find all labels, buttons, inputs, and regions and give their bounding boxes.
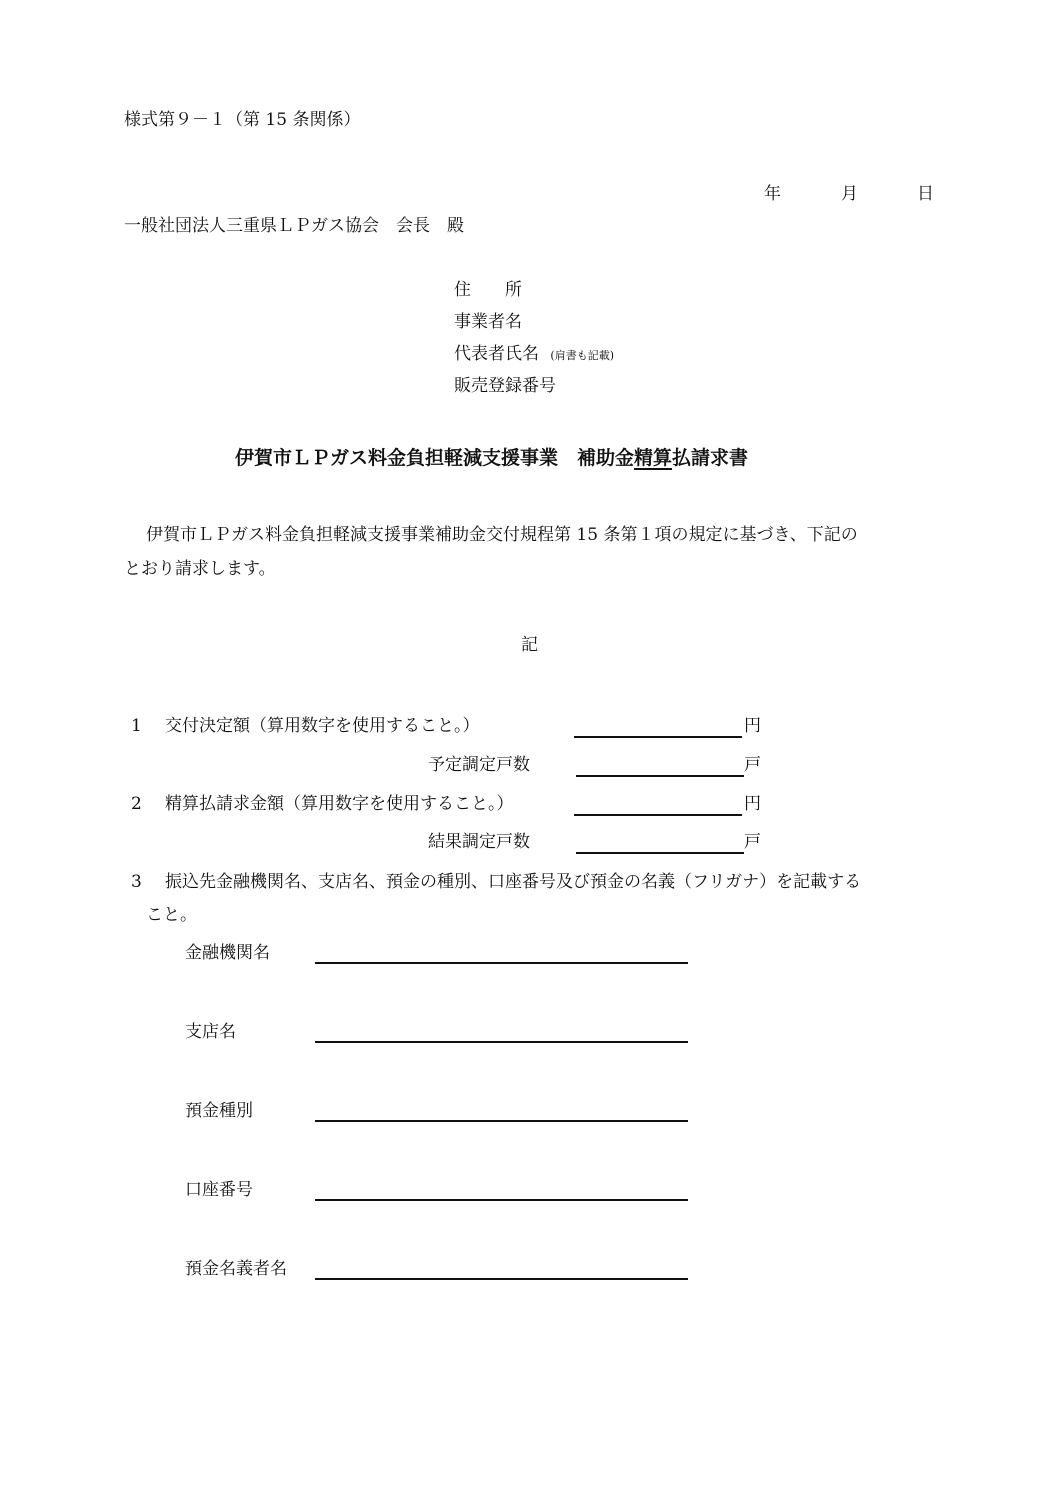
account-holder-label: 預金名義者名 [185, 1259, 287, 1279]
item-2-sub-field[interactable] [576, 852, 744, 854]
item-3-number: 3 [131, 872, 142, 892]
body-line-1: 伊賀市ＬＰガス料金負担軽減支援事業補助金交付規程第 15 条第１項の規定に基づき、下記の [146, 525, 858, 545]
account-number-field[interactable] [315, 1199, 688, 1201]
item-1-amount-field[interactable] [574, 736, 742, 738]
form-number: 様式第９－１（第 15 条関係） [124, 110, 361, 130]
bank-name-label: 金融機関名 [185, 943, 270, 963]
document-title [235, 449, 748, 470]
bank-name-field[interactable] [315, 962, 688, 964]
applicant-address-label: 住 所 [454, 280, 522, 300]
applicant-registration-label: 販売登録番号 [454, 376, 556, 396]
representative-label-text: 代表者氏名 [454, 344, 539, 364]
title-part-2: 払請求書 [672, 447, 749, 469]
branch-name-label: 支店名 [185, 1022, 236, 1042]
item-1-number: 1 [131, 716, 142, 736]
representative-note: (肩書も記載) [550, 349, 614, 362]
title-part-1: 伊賀市ＬＰガス料金負担軽減支援事業 補助金 [235, 447, 635, 469]
date-day: 日 [917, 184, 934, 204]
recipient: 一般社団法人三重県ＬＰガス協会 会長 殿 [124, 216, 464, 236]
item-3-label: 振込先金融機関名、支店名、預金の種別、口座番号及び預金の名義（フリガナ）を記載する [165, 872, 862, 892]
item-2-label: 精算払請求金額（算用数字を使用すること。） [165, 794, 514, 814]
item-1-sub-field[interactable] [576, 775, 744, 777]
item-1-unit: 円 [744, 716, 761, 736]
deposit-type-label: 預金種別 [185, 1101, 253, 1121]
deposit-type-field[interactable] [315, 1120, 688, 1122]
item-2-sub-label: 結果調定戸数 [428, 832, 530, 852]
item-1-label: 交付決定額（算用数字を使用すること。） [165, 716, 480, 736]
branch-name-field[interactable] [315, 1041, 688, 1043]
account-holder-field[interactable] [315, 1278, 688, 1280]
item-2-amount-field[interactable] [574, 814, 742, 816]
applicant-business-name-label: 事業者名 [454, 312, 522, 332]
item-2-sub-unit: 戸 [744, 832, 761, 852]
ki-marker: 記 [521, 635, 538, 655]
date-year: 年 [764, 184, 781, 204]
applicant-representative-label [454, 346, 614, 363]
date-month: 月 [841, 184, 858, 204]
item-1-sub-unit: 戸 [744, 755, 761, 775]
body-line-2: とおり請求します。 [124, 559, 276, 579]
item-2-number: 2 [131, 794, 142, 814]
account-number-label: 口座番号 [185, 1180, 253, 1200]
item-2-unit: 円 [744, 794, 761, 814]
item-1-sub-label: 予定調定戸数 [428, 755, 530, 775]
item-3-label-continued: こと。 [146, 905, 197, 925]
title-underlined: 精算 [634, 447, 673, 469]
